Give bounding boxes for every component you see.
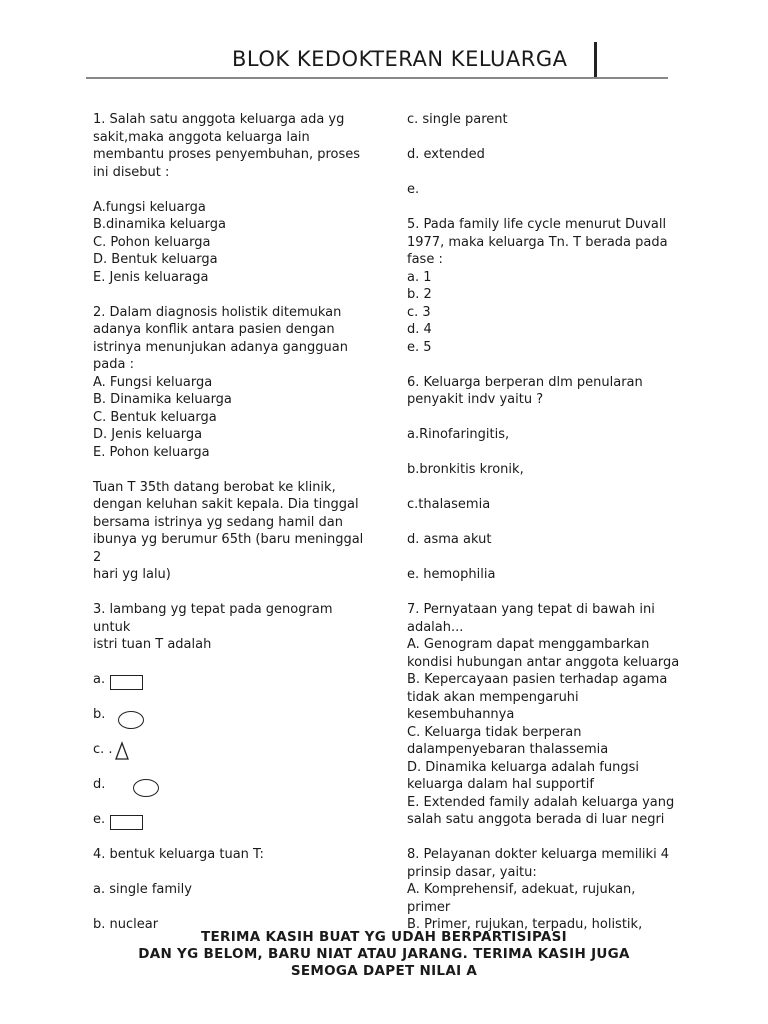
q2-option: E. Pohon keluarga <box>93 444 210 460</box>
q7-line: adalah... <box>407 619 464 635</box>
q5-line: fase : <box>407 252 443 267</box>
q7-option: E. Extended family adalah keluarga yang <box>407 794 675 810</box>
q7-option: C. Keluarga tidak berperan <box>407 724 582 740</box>
document-title: BLOK KEDOKTERAN KELUARGA <box>232 47 568 71</box>
q1-option: E. Jenis keluaraga <box>93 269 209 285</box>
q7-line: 7. Pernyataan yang tepat di bawah ini <box>407 602 655 617</box>
q4-option: c. single parent <box>407 112 508 127</box>
q1-line: ini disebut : <box>93 164 170 180</box>
footer-line: SEMOGA DAPET NILAI A <box>290 963 478 979</box>
q1-option: A.fungsi keluarga <box>93 199 206 215</box>
q1-option: C. Pohon keluarga <box>93 234 211 250</box>
q3-option-a: a. <box>93 671 368 689</box>
q4-line: 4. bentuk keluarga tuan T: <box>93 847 264 862</box>
oval-symbol <box>118 711 144 729</box>
q2-line: 2. Dalam diagnosis holistik ditemukan <box>93 304 342 320</box>
q2-line: pada : <box>93 357 134 372</box>
q4-option: a. single family <box>93 882 192 897</box>
q6-option: c.thalasemia <box>407 497 491 512</box>
q8-option: B. Primer, rujukan, terpadu, holistik, <box>407 917 643 932</box>
q5-option: e. 5 <box>407 339 432 355</box>
q3-option-b: b. <box>93 706 368 724</box>
q5-line: 1977, maka keluarga Tn. T berada pada <box>407 234 668 250</box>
q7-option: B. Kepercayaan pasien terhadap agama <box>407 672 668 687</box>
footer-message <box>0 929 768 980</box>
q3-option-c: c. . <box>93 741 368 759</box>
q6-line: 6. Keluarga berperan dlm penularan <box>407 374 643 390</box>
q6-option: e. hemophilia <box>407 567 496 582</box>
q2-option: B. Dinamika keluarga <box>93 392 232 407</box>
q1-line: membantu proses penyembuhan, proses <box>93 147 361 162</box>
q1-option: D. Bentuk keluarga <box>93 252 218 267</box>
q1-option: B.dinamika keluarga <box>93 217 227 232</box>
q3-option-d: d. <box>93 776 368 794</box>
right-column <box>407 111 682 934</box>
left-column <box>93 111 368 934</box>
case-line: hari yg lalu) <box>93 567 171 582</box>
q5-line: 5. Pada family life cycle menurut Duvall <box>407 217 667 232</box>
q4-option: b. nuclear <box>93 917 159 932</box>
q8-option: A. Komprehensif, adekuat, rujukan, primer <box>407 882 636 915</box>
case-line: dengan keluhan sakit kepala. Dia tinggal <box>93 497 359 512</box>
title-cursor-bar <box>594 42 597 78</box>
q7-option: A. Genogram dapat menggambarkan <box>407 637 650 652</box>
q6-option: b.bronkitis kronik, <box>407 462 524 477</box>
q2-line: adanya konflik antara pasien dengan <box>93 322 335 337</box>
q3-line: istri tuan T adalah <box>93 637 212 652</box>
q6-option: d. asma akut <box>407 532 492 547</box>
case-line: bersama istrinya yg sedang hamil dan <box>93 514 343 530</box>
q1-line: 1. Salah satu anggota keluarga ada yg <box>93 112 345 127</box>
q7-option: dalampenyebaran thalassemia <box>407 742 609 757</box>
q3-line: 3. lambang yg tepat pada genogram untuk <box>93 602 333 635</box>
q2-option: C. Bentuk keluarga <box>93 409 217 425</box>
q1-line: sakit,maka anggota keluarga lain <box>93 129 310 145</box>
q7-option: tidak akan mempengaruhi <box>407 689 579 705</box>
oval-symbol <box>133 779 159 797</box>
title-divider <box>86 77 668 79</box>
q2-option: D. Jenis keluarga <box>93 427 203 442</box>
rectangle-symbol <box>110 675 143 690</box>
footer-line: DAN YG BELOM, BARU NIAT ATAU JARANG. TERIMA KASIH JUGA <box>138 946 630 962</box>
footer-line: TERIMA KASIH BUAT YG UDAH BERPARTISIPASI <box>200 929 568 945</box>
q8-line: 8. Pelayanan dokter keluarga memiliki 4 <box>407 847 670 862</box>
q7-option: kesembuhannya <box>407 707 515 722</box>
q4-option: d. extended <box>407 147 485 162</box>
q7-option: kondisi hubungan antar anggota keluarga <box>407 654 680 670</box>
q4-option: e. <box>407 182 420 197</box>
q7-option: D. Dinamika keluarga adalah fungsi <box>407 759 639 775</box>
q3-option-e: e. <box>93 811 368 829</box>
q8-line: prinsip dasar, yaitu: <box>407 864 537 880</box>
case-line: ibunya yg berumur 65th (baru meninggal 2 <box>93 532 364 565</box>
q6-line: penyakit indv yaitu ? <box>407 392 544 407</box>
q5-option: d. 4 <box>407 322 432 337</box>
q7-option: keluarga dalam hal supportif <box>407 777 594 792</box>
q5-option: c. 3 <box>407 304 431 320</box>
rectangle-symbol <box>110 815 143 830</box>
q2-line: istrinya menunjukan adanya gangguan <box>93 339 348 355</box>
triangle-symbol <box>114 741 130 761</box>
q2-option: A. Fungsi keluarga <box>93 374 213 390</box>
q5-option: a. 1 <box>407 269 432 285</box>
q7-option: salah satu anggota berada di luar negri <box>407 812 665 827</box>
case-line: Tuan T 35th datang berobat ke klinik, <box>93 479 336 495</box>
q6-option: a.Rinofaringitis, <box>407 427 510 442</box>
q5-option: b. 2 <box>407 287 432 302</box>
